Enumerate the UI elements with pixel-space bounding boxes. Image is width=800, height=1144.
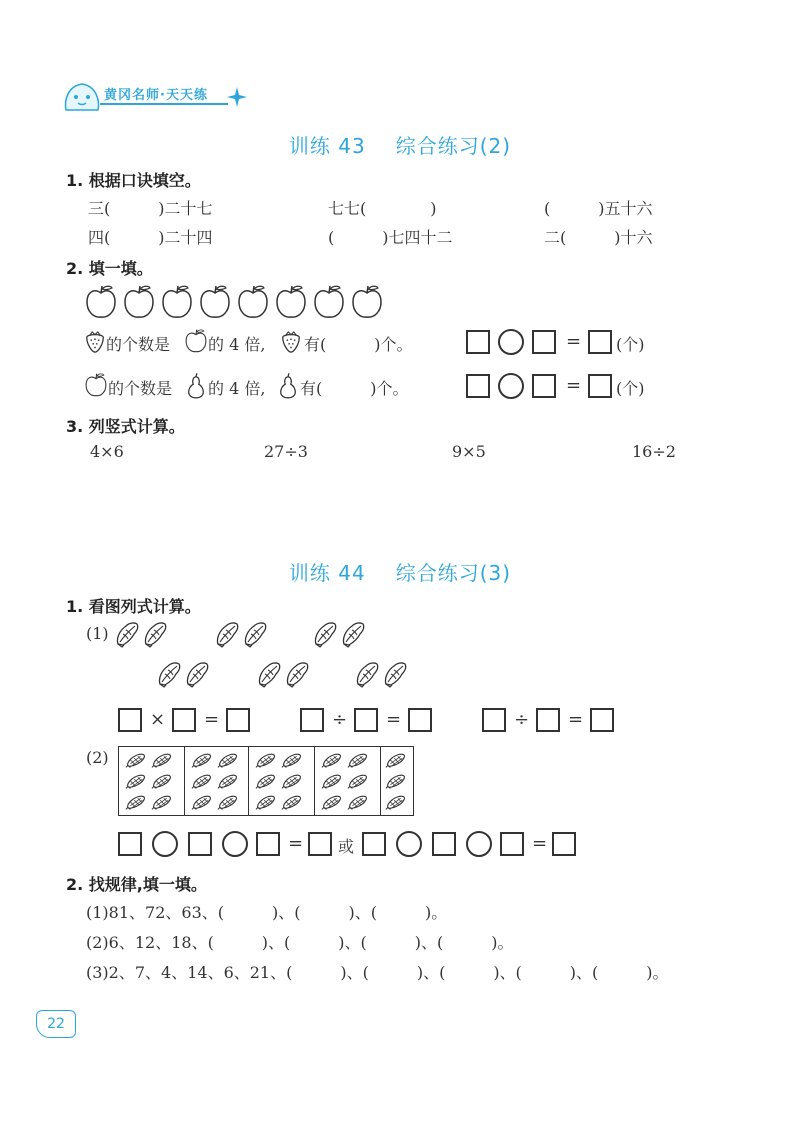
answer-box[interactable]	[188, 832, 212, 856]
mnemonic-cell: 四( )二十四	[88, 228, 213, 247]
operator-circle[interactable]	[466, 831, 492, 857]
corn-grid	[118, 746, 414, 816]
mnemonic-cell: 二( )十六	[544, 228, 653, 247]
divide-sign: ÷	[332, 709, 348, 730]
sparkle-icon	[226, 86, 248, 108]
question-2-label: 2. 找规律,填一填。	[66, 875, 207, 894]
cabbage-icon	[242, 620, 268, 648]
brand-underline	[100, 103, 228, 105]
answer-box[interactable]	[482, 708, 506, 732]
calc-item: 16÷2	[632, 442, 676, 461]
question-2-label: 2. 填一填。	[66, 259, 153, 278]
corn-group	[249, 747, 315, 815]
corn-icon	[321, 772, 343, 790]
answer-box[interactable]	[466, 374, 490, 398]
times-sign: ×	[150, 709, 166, 730]
part-label: (1)	[86, 624, 109, 643]
pattern-line: (2)6、12、18、( )、( )、( )、( )。	[86, 933, 514, 952]
corn-icon	[125, 793, 147, 811]
answer-box[interactable]	[588, 374, 612, 398]
unit-label: (个)	[616, 379, 645, 398]
mnemonic-cell: 三( )二十七	[88, 199, 213, 218]
corn-icon	[385, 793, 407, 811]
equals-sign: =	[532, 833, 548, 854]
equals-sign: =	[288, 833, 304, 854]
corn-group	[119, 747, 185, 815]
answer-box[interactable]	[362, 832, 386, 856]
operator-circle[interactable]	[498, 373, 524, 399]
divide-sign: ÷	[514, 709, 530, 730]
section-title-name: 综合练习(2)	[395, 134, 512, 158]
question-1-label: 1. 根据口诀填空。	[66, 171, 201, 190]
pattern-line: (3)2、7、4、14、6、21、( )、( )、( )、( )、( )。	[86, 963, 669, 982]
operator-circle[interactable]	[222, 831, 248, 857]
brand-title: 黄冈名师·天天练	[104, 88, 208, 103]
corn-icon	[281, 751, 303, 769]
pattern-line: (1)81、72、63、( )、( )、( )。	[86, 903, 448, 922]
section-title-number: 训练 43	[288, 134, 366, 158]
apple-icon	[122, 284, 156, 320]
calc-item: 4×6	[90, 442, 124, 461]
corn-icon	[321, 751, 343, 769]
fill-text: 的个数是	[106, 335, 171, 354]
corn-icon	[347, 751, 369, 769]
pear-icon	[186, 372, 206, 400]
cabbage-icon	[214, 620, 240, 648]
operator-circle[interactable]	[498, 329, 524, 355]
cabbage-icon	[156, 660, 182, 688]
unit-label: (个)	[616, 335, 645, 354]
strawberry-icon	[280, 330, 302, 354]
corn-icon	[385, 751, 407, 769]
answer-box[interactable]	[432, 832, 456, 856]
apple-icon	[350, 284, 384, 320]
corn-icon	[217, 772, 239, 790]
equals-sign: =	[566, 375, 582, 396]
cabbage-icon	[354, 660, 380, 688]
section-title-43	[0, 130, 800, 159]
operator-circle[interactable]	[152, 831, 178, 857]
corn-icon	[191, 793, 213, 811]
corn-group	[185, 747, 249, 815]
calc-item: 27÷3	[264, 442, 308, 461]
corn-icon	[347, 793, 369, 811]
apple-icon	[160, 284, 194, 320]
corn-group	[381, 747, 412, 815]
corn-icon	[321, 793, 343, 811]
apple-icon	[236, 284, 270, 320]
answer-box[interactable]	[408, 708, 432, 732]
cabbage-icon	[284, 660, 310, 688]
apple-icon	[84, 284, 118, 320]
strawberry-icon	[84, 330, 106, 354]
mnemonic-cell: ( )五十六	[544, 199, 653, 218]
or-label: 或	[338, 837, 355, 856]
fill-text: 的 4 倍,	[208, 379, 266, 398]
equals-sign: =	[386, 709, 402, 730]
corn-icon	[217, 793, 239, 811]
answer-box[interactable]	[532, 374, 556, 398]
pear-icon	[278, 372, 298, 400]
operator-circle[interactable]	[396, 831, 422, 857]
cabbage-icon	[382, 660, 408, 688]
answer-box[interactable]	[354, 708, 378, 732]
corn-icon	[125, 772, 147, 790]
answer-box[interactable]	[118, 708, 142, 732]
section-title-name: 综合练习(3)	[395, 561, 512, 585]
corn-icon	[255, 751, 277, 769]
equals-sign: =	[568, 709, 584, 730]
apple-icon	[184, 328, 208, 354]
answer-box[interactable]	[172, 708, 196, 732]
cabbage-icon	[312, 620, 338, 648]
corn-icon	[125, 751, 147, 769]
answer-box[interactable]	[500, 832, 524, 856]
corn-icon	[191, 772, 213, 790]
corn-group	[315, 747, 381, 815]
corn-icon	[281, 793, 303, 811]
apple-icon	[84, 372, 108, 398]
mnemonic-cell: ( )七四十二	[328, 228, 453, 247]
answer-box[interactable]	[256, 832, 280, 856]
fill-text: 有( )个。	[300, 379, 409, 398]
apple-row	[84, 284, 394, 320]
corn-icon	[255, 772, 277, 790]
cabbage-row-top	[114, 620, 394, 650]
answer-box[interactable]	[590, 708, 614, 732]
cabbage-icon	[142, 620, 168, 648]
corn-icon	[217, 751, 239, 769]
calc-item: 9×5	[452, 442, 486, 461]
question-3-label: 3. 列竖式计算。	[66, 417, 185, 436]
answer-box[interactable]	[588, 330, 612, 354]
question-1-label: 1. 看图列式计算。	[66, 597, 201, 616]
section-title-number: 训练 44	[288, 561, 366, 585]
cabbage-icon	[184, 660, 210, 688]
section-title-44	[0, 557, 800, 586]
equals-sign: =	[566, 331, 582, 352]
page-number: 22	[36, 1010, 76, 1038]
cabbage-icon	[114, 620, 140, 648]
corn-icon	[255, 793, 277, 811]
corn-icon	[385, 772, 407, 790]
corn-icon	[151, 793, 173, 811]
corn-icon	[191, 751, 213, 769]
answer-box[interactable]	[118, 832, 142, 856]
answer-box[interactable]	[308, 832, 332, 856]
brand-logo-icon	[62, 80, 102, 114]
equals-sign: =	[204, 709, 220, 730]
answer-box[interactable]	[532, 330, 556, 354]
cabbage-icon	[256, 660, 282, 688]
apple-icon	[198, 284, 232, 320]
apple-icon	[274, 284, 308, 320]
answer-box[interactable]	[300, 708, 324, 732]
corn-icon	[281, 772, 303, 790]
cabbage-row-bottom	[156, 660, 446, 690]
corn-icon	[347, 772, 369, 790]
answer-box[interactable]	[466, 330, 490, 354]
fill-text: 的个数是	[108, 379, 173, 398]
corn-icon	[151, 772, 173, 790]
mnemonic-cell: 七七( )	[328, 199, 437, 218]
corn-icon	[151, 751, 173, 769]
fill-text: 的 4 倍,	[208, 335, 266, 354]
answer-box[interactable]	[536, 708, 560, 732]
answer-box[interactable]	[552, 832, 576, 856]
fill-text: 有( )个。	[304, 335, 413, 354]
answer-box[interactable]	[226, 708, 250, 732]
part-label: (2)	[86, 748, 109, 767]
cabbage-icon	[340, 620, 366, 648]
apple-icon	[312, 284, 346, 320]
